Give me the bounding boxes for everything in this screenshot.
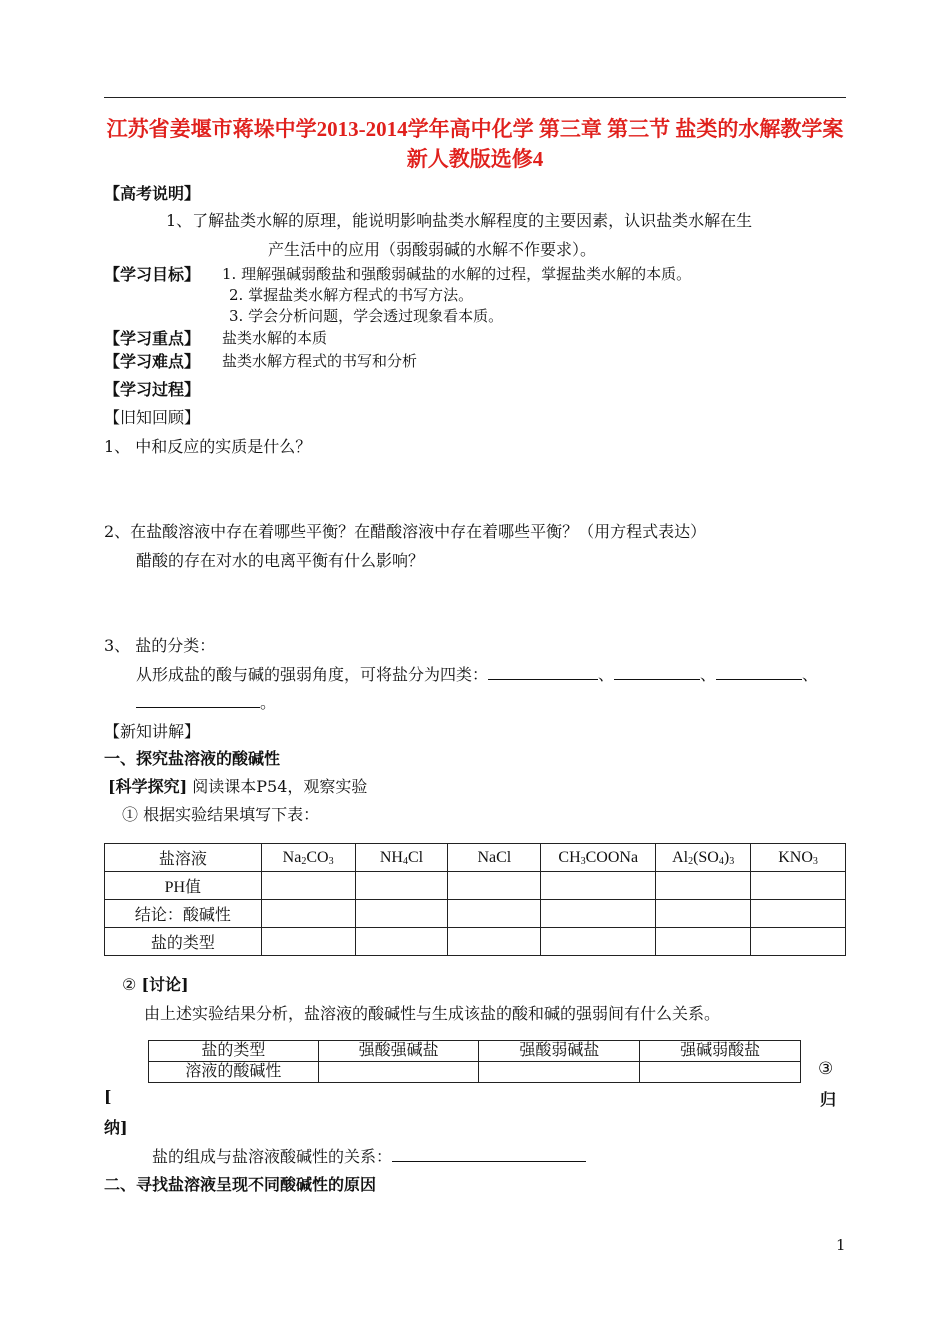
- step-3-text: 盐的组成与盐溶液酸碱性的关系：: [152, 1147, 393, 1166]
- review-question-3b-line: [136, 662, 818, 685]
- header-rule: [104, 97, 846, 98]
- period: 。: [260, 693, 277, 712]
- table-header-cell: $Al_2(SO_4)_3$: [656, 844, 751, 872]
- step-3-line: [152, 1144, 586, 1167]
- difficulty-heading: 【学习难点】: [104, 352, 201, 371]
- table-cell[interactable]: [640, 1062, 801, 1083]
- table-cell[interactable]: [261, 928, 355, 956]
- step-2-text: 由上述实验结果分析，盐溶液的酸碱性与生成该盐的酸和碱的强弱间有什么关系。: [144, 1004, 721, 1023]
- table-row: [105, 900, 846, 928]
- gaokao-heading: 【高考说明】: [104, 184, 201, 203]
- table-header-cell: 强碱弱酸盐: [640, 1041, 801, 1062]
- answer-blank-3[interactable]: [716, 665, 802, 680]
- answer-blank-2[interactable]: [614, 665, 700, 680]
- focus-heading: 【学习重点】: [104, 329, 201, 348]
- row-label: 溶液的酸碱性: [149, 1062, 319, 1083]
- page-number: 1: [836, 1236, 846, 1254]
- table-cell[interactable]: [448, 900, 541, 928]
- table-row: [105, 872, 846, 900]
- table-cell[interactable]: [656, 872, 751, 900]
- step-3-marker: ③: [818, 1059, 834, 1079]
- table-header-cell: $Na_2CO_3$: [261, 844, 355, 872]
- step-3-na: 纳]: [104, 1118, 128, 1137]
- table-header-row: [149, 1041, 801, 1062]
- table-row: [105, 928, 846, 956]
- separator: 、: [598, 665, 615, 684]
- separator: 、: [802, 665, 819, 684]
- goal-item-3: 3. 学会分析问题，学会透过现象看本质。: [229, 307, 504, 325]
- table-cell[interactable]: [656, 900, 751, 928]
- step-2-line: [122, 972, 189, 995]
- section-2-heading: 二、寻找盐溶液呈现不同酸碱性的原因: [104, 1175, 377, 1194]
- step-2-label: [讨论]: [141, 975, 189, 994]
- new-knowledge-heading: 【新知讲解】: [104, 722, 201, 741]
- table-cell[interactable]: [751, 900, 846, 928]
- explore-label: [科学探究]: [108, 777, 188, 796]
- salt-type-table: [148, 1040, 801, 1083]
- table-cell[interactable]: [479, 1062, 640, 1083]
- table-cell[interactable]: [355, 900, 448, 928]
- table-cell[interactable]: [448, 872, 541, 900]
- section-1-heading: 一、探究盐溶液的酸碱性: [104, 749, 281, 768]
- gaokao-line-2: 产生活中的应用（弱酸弱碱的水解不作要求）。: [268, 240, 597, 259]
- table-cell[interactable]: [751, 872, 846, 900]
- table-cell[interactable]: [541, 900, 656, 928]
- table-cell[interactable]: [261, 872, 355, 900]
- answer-blank-5[interactable]: [392, 1147, 586, 1162]
- review-heading: 【旧知回顾】: [104, 408, 201, 427]
- answer-blank-1[interactable]: [488, 665, 598, 680]
- focus-text: 盐类水解的本质: [222, 329, 328, 347]
- review-question-2: 2、在盐酸溶液中存在着哪些平衡？在醋酸溶液中存在着哪些平衡？（用方程式表达）: [104, 522, 707, 541]
- table-header-cell: $KNO_3$: [751, 844, 846, 872]
- step-1-text: ① 根据实验结果填写下表：: [122, 805, 320, 824]
- goal-item-1: 1. 理解强碱弱酸盐和强酸弱碱盐的水解的过程，掌握盐类水解的本质。: [222, 265, 692, 283]
- separator: 、: [700, 665, 717, 684]
- explore-line: [108, 774, 367, 797]
- table-header-cell: 盐的类型: [149, 1041, 319, 1062]
- table-header-cell: 强酸弱碱盐: [479, 1041, 640, 1062]
- row-label: 盐的类型: [105, 928, 262, 956]
- table-row: [149, 1062, 801, 1083]
- table-cell[interactable]: [448, 928, 541, 956]
- table-cell[interactable]: [656, 928, 751, 956]
- step-3-bracket: [: [104, 1087, 112, 1106]
- table-header-row: [105, 844, 846, 872]
- goal-item-2: 2. 掌握盐类水解方程式的书写方法。: [229, 286, 474, 304]
- explore-text: 阅读课本P54，观察实验: [192, 777, 368, 796]
- review-question-3: 3、 盐的分类：: [104, 636, 216, 655]
- table-header-cell: NaCl: [448, 844, 541, 872]
- table-cell[interactable]: [541, 872, 656, 900]
- table-cell[interactable]: [541, 928, 656, 956]
- review-question-1: 1、 中和反应的实质是什么？: [104, 437, 312, 456]
- table-cell[interactable]: [355, 928, 448, 956]
- table-cell[interactable]: [355, 872, 448, 900]
- goals-heading: 【学习目标】: [104, 265, 201, 284]
- document-title: 江苏省姜堰市蒋垛中学2013-2014学年高中化学 第三章 第三节 盐类的水解教学案 新人教版选修4: [106, 117, 844, 171]
- process-heading: 【学习过程】: [104, 380, 201, 399]
- review-question-2b: 醋酸的存在对水的电离平衡有什么影响？: [136, 551, 425, 570]
- table-header-cell: 盐溶液: [105, 844, 262, 872]
- gaokao-line-1: 1、了解盐类水解的原理，能说明影响盐类水解程度的主要因素，认识盐类水解在生: [166, 211, 753, 230]
- row-label: PH值: [105, 872, 262, 900]
- table-header-cell: 强酸强碱盐: [318, 1041, 479, 1062]
- review-question-3b: 从形成盐的酸与碱的强弱角度，可将盐分为四类：: [136, 665, 489, 684]
- table-header-cell: $NH_4Cl$: [355, 844, 448, 872]
- step-2-marker: ②: [122, 975, 137, 994]
- step-3-gui: 归: [820, 1090, 837, 1109]
- table-header-cell: $CH_3COONa$: [541, 844, 656, 872]
- row-label: 结论：酸碱性: [105, 900, 262, 928]
- table-cell[interactable]: [318, 1062, 479, 1083]
- answer-blank-4[interactable]: [136, 693, 260, 708]
- difficulty-text: 盐类水解方程式的书写和分析: [222, 352, 418, 370]
- table-cell[interactable]: [751, 928, 846, 956]
- review-question-3c-line: [136, 690, 276, 713]
- table-cell[interactable]: [261, 900, 355, 928]
- experiment-table: [104, 843, 846, 956]
